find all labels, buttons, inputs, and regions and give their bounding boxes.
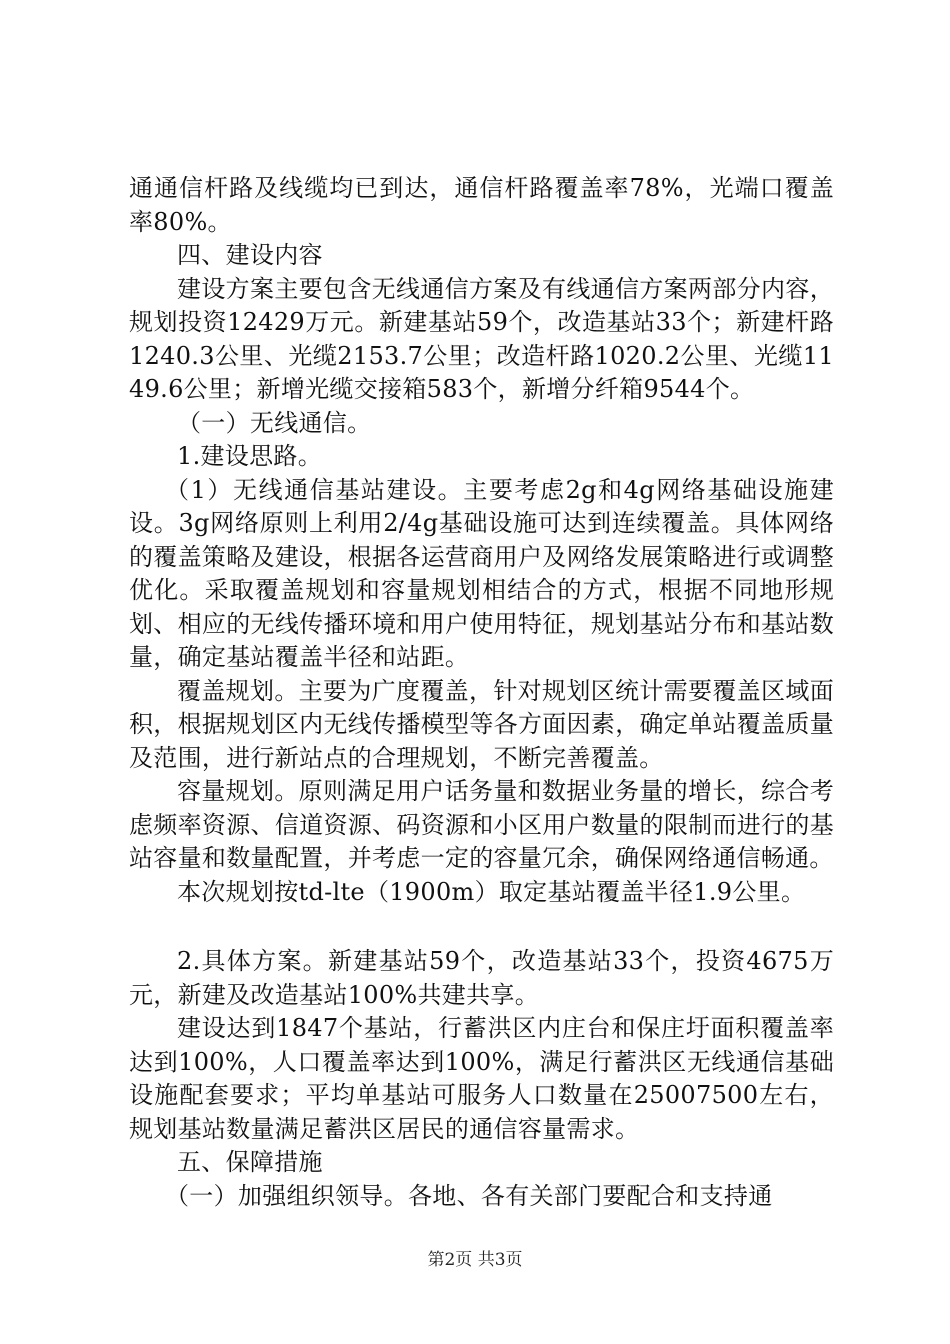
section-heading-safeguards: 五、保障措施	[177, 1148, 323, 1176]
paragraph-coverage-planning: 覆盖规划。主要为广度覆盖，针对规划区统计需要覆盖区域面积，根据规划区内无线传播模型等各方面因素，确定单站覆盖质量及范围，进行新站点的合理规划，不断完善覆盖。	[129, 676, 834, 772]
paragraph-continuation: 通通信杆路及线缆均已到达，通信杆路覆盖率78%，光端口覆盖率80%。	[129, 174, 834, 236]
item-heading-approach: 1.建设思路。	[177, 442, 322, 470]
paragraph-construction-result: 建设达到1847个基站，行蓄洪区内庄台和保庄圩面积覆盖率达到100%，人口覆盖率达到100%，满足行蓄洪区无线通信基础设施配套要求；平均单基站可服务人口数量在25007500左右，规划基站数量满足蓄洪区居民的通信容量需求。	[129, 1014, 834, 1143]
page-number: 第2页 共3页	[427, 1250, 523, 1270]
paragraph-base-station-construction: （1）无线通信基站建设。主要考虑2g和4g网络基础设施建设。3g网络原则上利用2/4g基础设施可达到连续覆盖。具体网络的覆盖策略及建设，根据各运营商用户及网络发展策略进行或调整优化。采取覆盖规划和容量规划相结合的方式，根据不同地形规划、相应的无线传播环境和用户使用特征，规划基站分布和基站数量，确定基站覆盖半径和站距。	[129, 475, 834, 671]
paragraph-plan-overview: 建设方案主要包含无线通信方案及有线通信方案两部分内容，规划投资12429万元。新建基站59个，改造基站33个；新建杆路1240.3公里、光缆2153.7公里；改造杆路1020.2公里、光缆1149.6公里；新增光缆交接箱583个，新增分纤箱9544个。	[129, 274, 834, 403]
paragraph-organization-leadership: （一）加强组织领导。各地、各有关部门要配合和支持通	[165, 1181, 773, 1210]
paragraph-specific-plan: 2.具体方案。新建基站59个，改造基站33个，投资4675万元，新建及改造基站100%共建共享。	[129, 947, 834, 1009]
paragraph-radius-note: 本次规划按td-lte（1900m）取定基站覆盖半径1.9公里。	[177, 877, 806, 906]
document-body	[129, 172, 834, 1213]
subsection-heading-wireless: （一）无线通信。	[177, 408, 372, 437]
paragraph-capacity-planning: 容量规划。原则满足用户话务量和数据业务量的增长，综合考虑频率资源、信道资源、码资源和小区用户数量的限制而进行的基站容量和数量配置，并考虑一定的容量冗余，确保网络通信畅通。	[129, 777, 834, 872]
section-heading-construction: 四、建设内容	[177, 241, 323, 269]
